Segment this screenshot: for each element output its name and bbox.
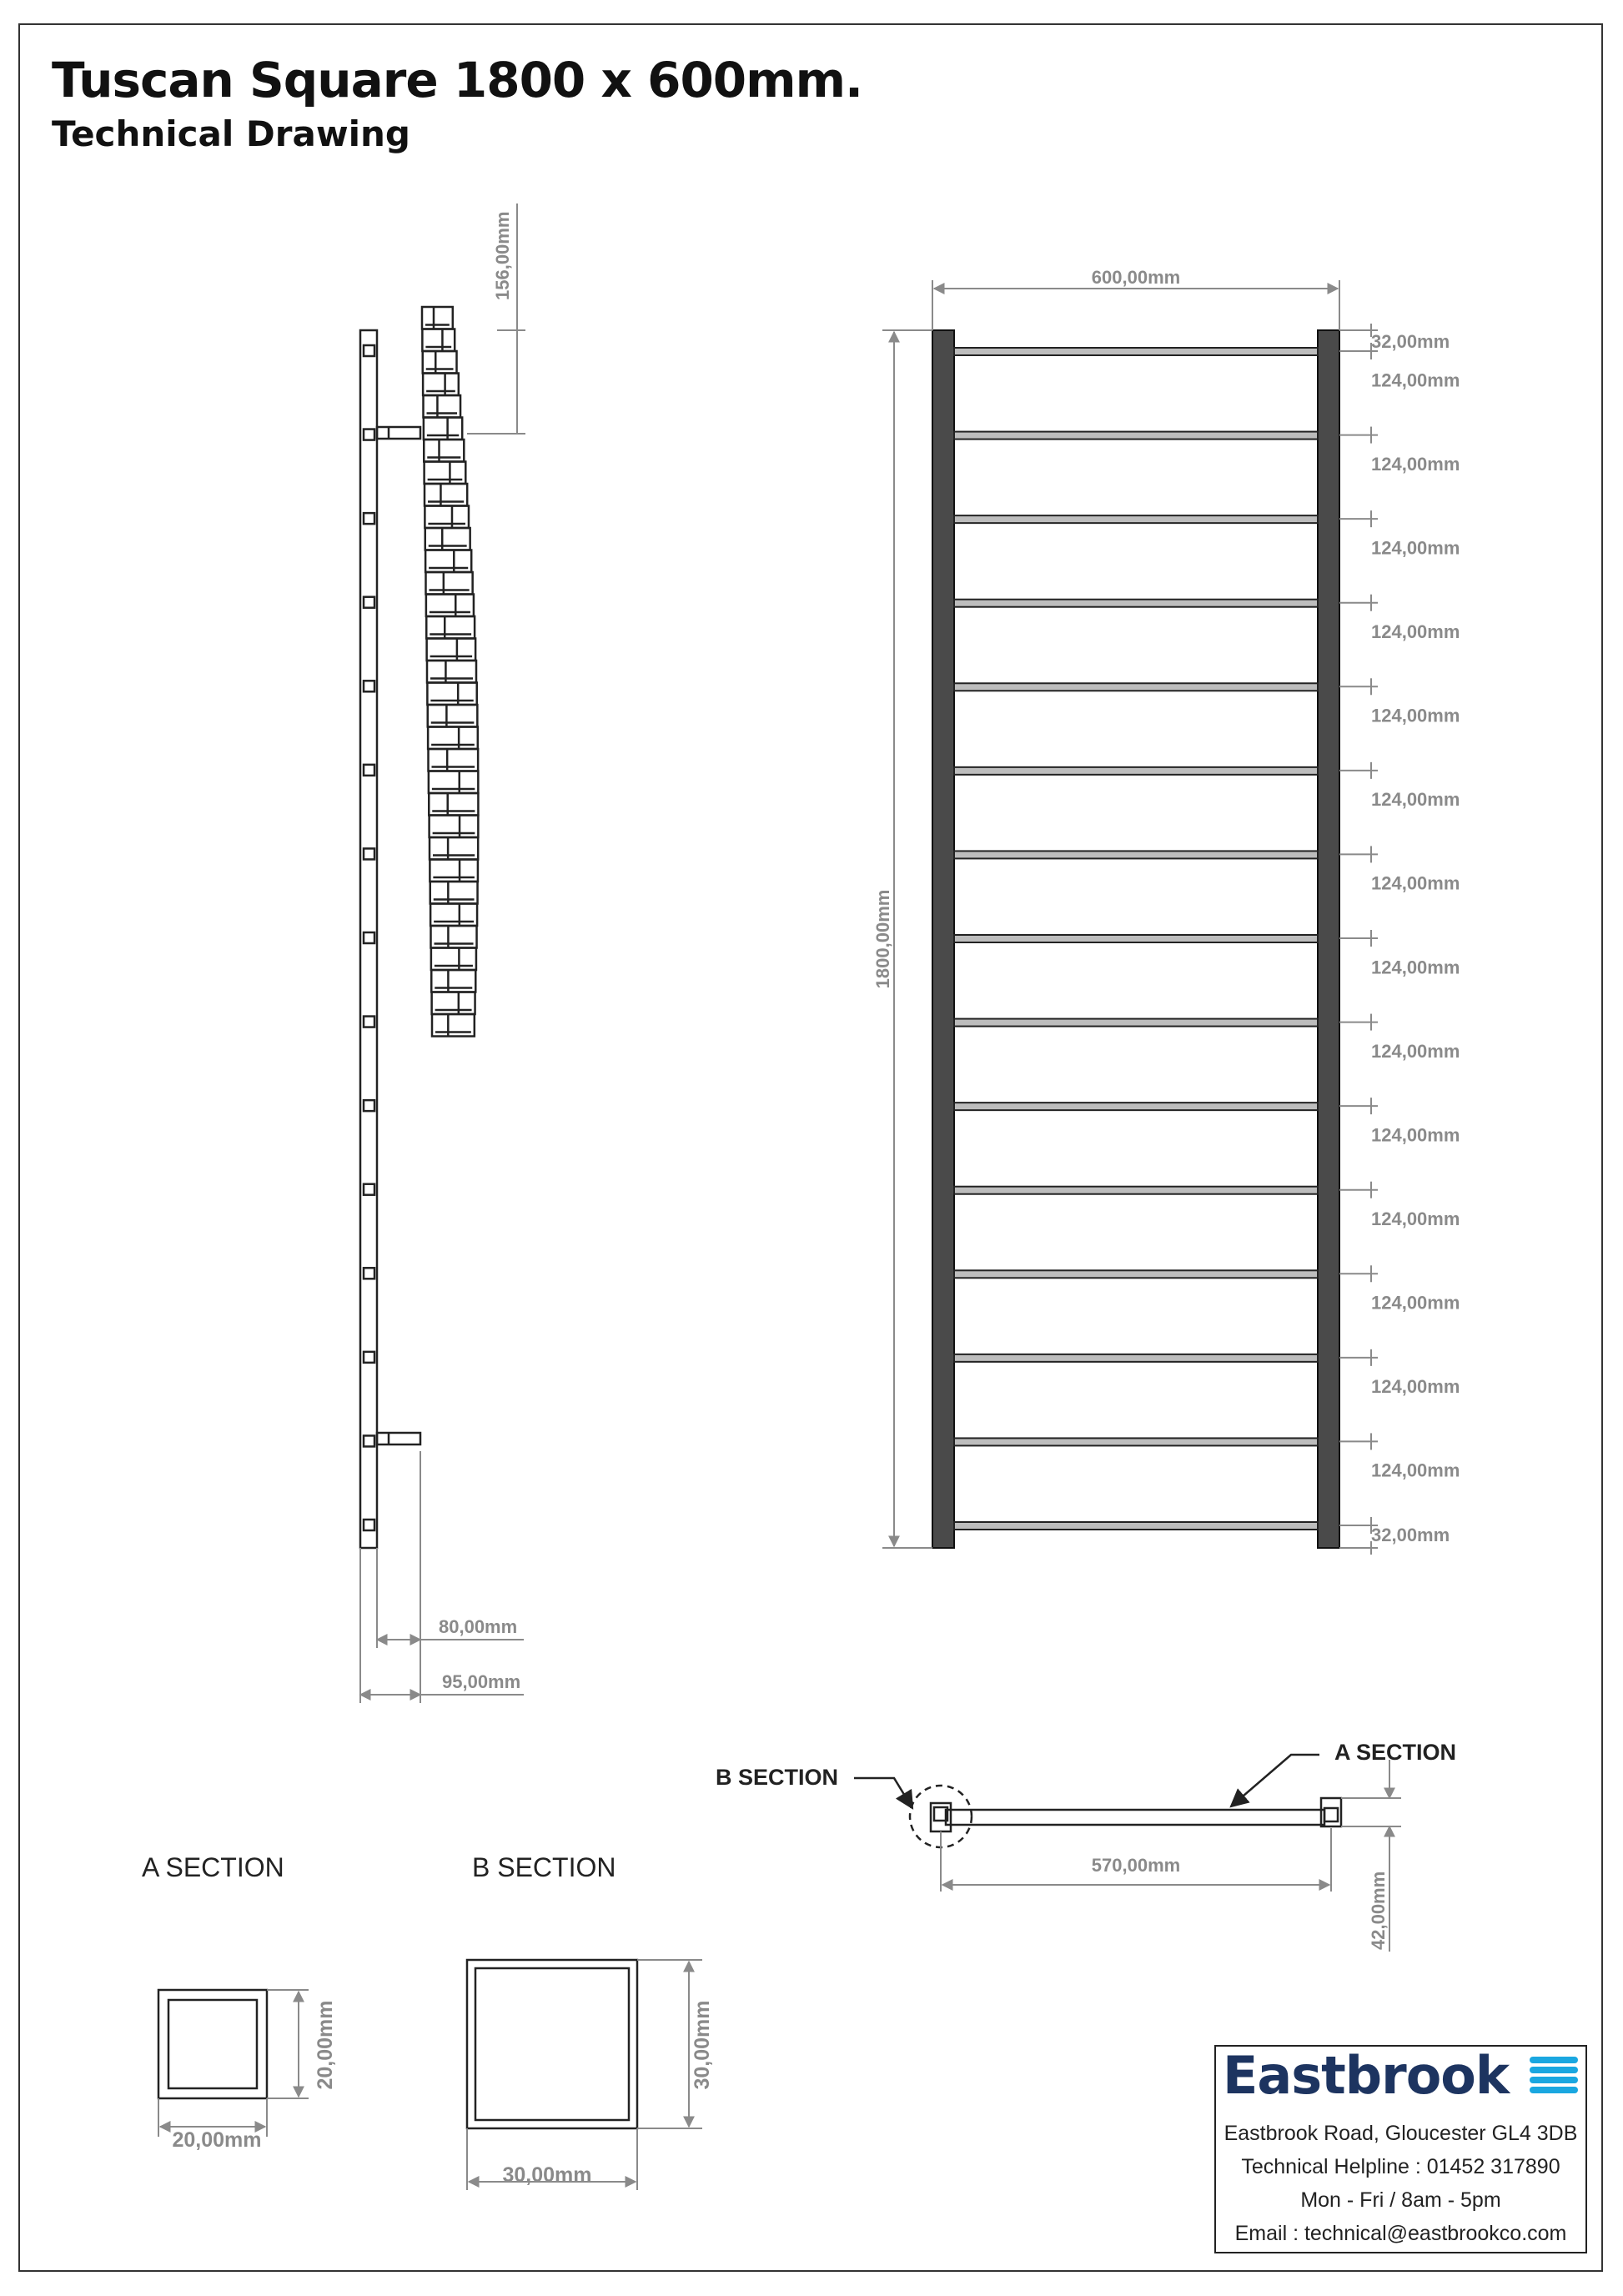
side-bar-end [364,1184,374,1195]
wall-bracket-top [377,427,420,439]
company-address: Eastbrook Road, Gloucester GL4 3DB [1224,2122,1578,2145]
plan-rail [946,1810,1324,1825]
section-a-title: A SECTION [142,1852,284,1882]
dim-bar-gap: 124,00mm [1371,621,1460,642]
side-view [360,203,525,1703]
side-bar-end [364,765,374,776]
front-view [872,267,1460,1555]
rail [954,1103,1318,1110]
dim-depth-outer: 95,00mm [442,1671,521,1692]
dim-bar-gap: 124,00mm [1371,1208,1460,1229]
dim-bar-gap: 124,00mm [1371,1376,1460,1398]
dim-bar-gap: 124,00mm [1371,789,1460,811]
rail [954,1019,1318,1027]
drawing-subtitle: Technical Drawing [52,113,410,154]
company-hours: Mon - Fri / 8am - 5pm [1300,2188,1501,2212]
drawing-title: Tuscan Square 1800 x 600mm. [52,52,863,108]
side-bar-ends [364,345,374,1530]
left-upright [932,330,954,1548]
water-wave-icon [1530,2057,1578,2105]
side-bar-end [364,848,374,859]
rail [954,1438,1318,1445]
dim-bar-gap: 124,00mm [1371,957,1460,978]
side-bar-end [364,430,374,440]
side-bar-end [364,681,374,691]
section-b-width: 30,00mm [502,2163,592,2187]
dim-bar-gap: 124,00mm [1371,1040,1460,1062]
dim-bar-gap: 124,00mm [1371,1124,1460,1146]
rail [954,1522,1318,1530]
label-a-section: A SECTION [1334,1740,1457,1765]
dim-plan-depth: 42,00mm [1368,1871,1389,1950]
wall-bracket-bottom [377,1433,420,1444]
dim-width: 600,00mm [1091,267,1181,288]
section-a-detail [142,1852,337,2152]
side-bar-end [364,1435,374,1446]
rails [954,348,1318,1530]
section-a-width: 20,00mm [172,2128,262,2152]
rail [954,600,1318,607]
company-email[interactable]: Email : technical@eastbrookco.com [1234,2222,1567,2245]
dim-centres: 570,00mm [1091,1855,1181,1876]
section-b-detail [467,1852,714,2190]
rail [954,683,1318,691]
bar-spacing-dims [1339,324,1460,1555]
dim-bar-gap: 124,00mm [1371,705,1460,726]
rail [954,432,1318,440]
rail [954,935,1318,942]
rail [954,1270,1318,1278]
dim-top-offset: 156,00mm [492,211,513,300]
dim-height: 1800,00mm [872,889,893,989]
dim-bar-gap: 124,00mm [1371,872,1460,894]
dim-bar-gap: 124,00mm [1371,1292,1460,1314]
rail [954,348,1318,355]
dim-bar-gap: 124,00mm [1371,369,1460,391]
rail [954,515,1318,523]
side-bar-end [364,1352,374,1363]
rail [954,1187,1318,1194]
section-b-title: B SECTION [472,1852,616,1882]
brick-wall [422,307,478,1037]
dim-bar-gap: 124,00mm [1371,453,1460,475]
dim-bar-gap: 124,00mm [1371,1459,1460,1481]
dim-bottom-end: 32,00mm [1371,1525,1450,1545]
side-bar-end [364,513,374,524]
section-a-height: 20,00mm [314,2000,337,2090]
company-helpline: Technical Helpline : 01452 317890 [1241,2155,1560,2178]
dim-depth-inner: 80,00mm [439,1616,518,1637]
side-bar-end [364,345,374,356]
rail [954,851,1318,858]
rail [954,1354,1318,1362]
side-bar-end [364,1017,374,1027]
side-bar-end [364,1520,374,1530]
side-bar-end [364,1100,374,1111]
rail [954,767,1318,775]
dim-top-end: 32,00mm [1371,331,1450,352]
label-b-section: B SECTION [716,1765,839,1790]
dim-bar-gap: 124,00mm [1371,537,1460,559]
section-b-height: 30,00mm [691,2000,714,2090]
right-upright [1318,330,1339,1548]
side-bar-end [364,597,374,608]
side-bar-end [364,1268,374,1279]
side-bar-end [364,932,374,943]
company-logo: Eastbrook [1223,2045,1510,2106]
plan-view [716,1740,1456,1952]
